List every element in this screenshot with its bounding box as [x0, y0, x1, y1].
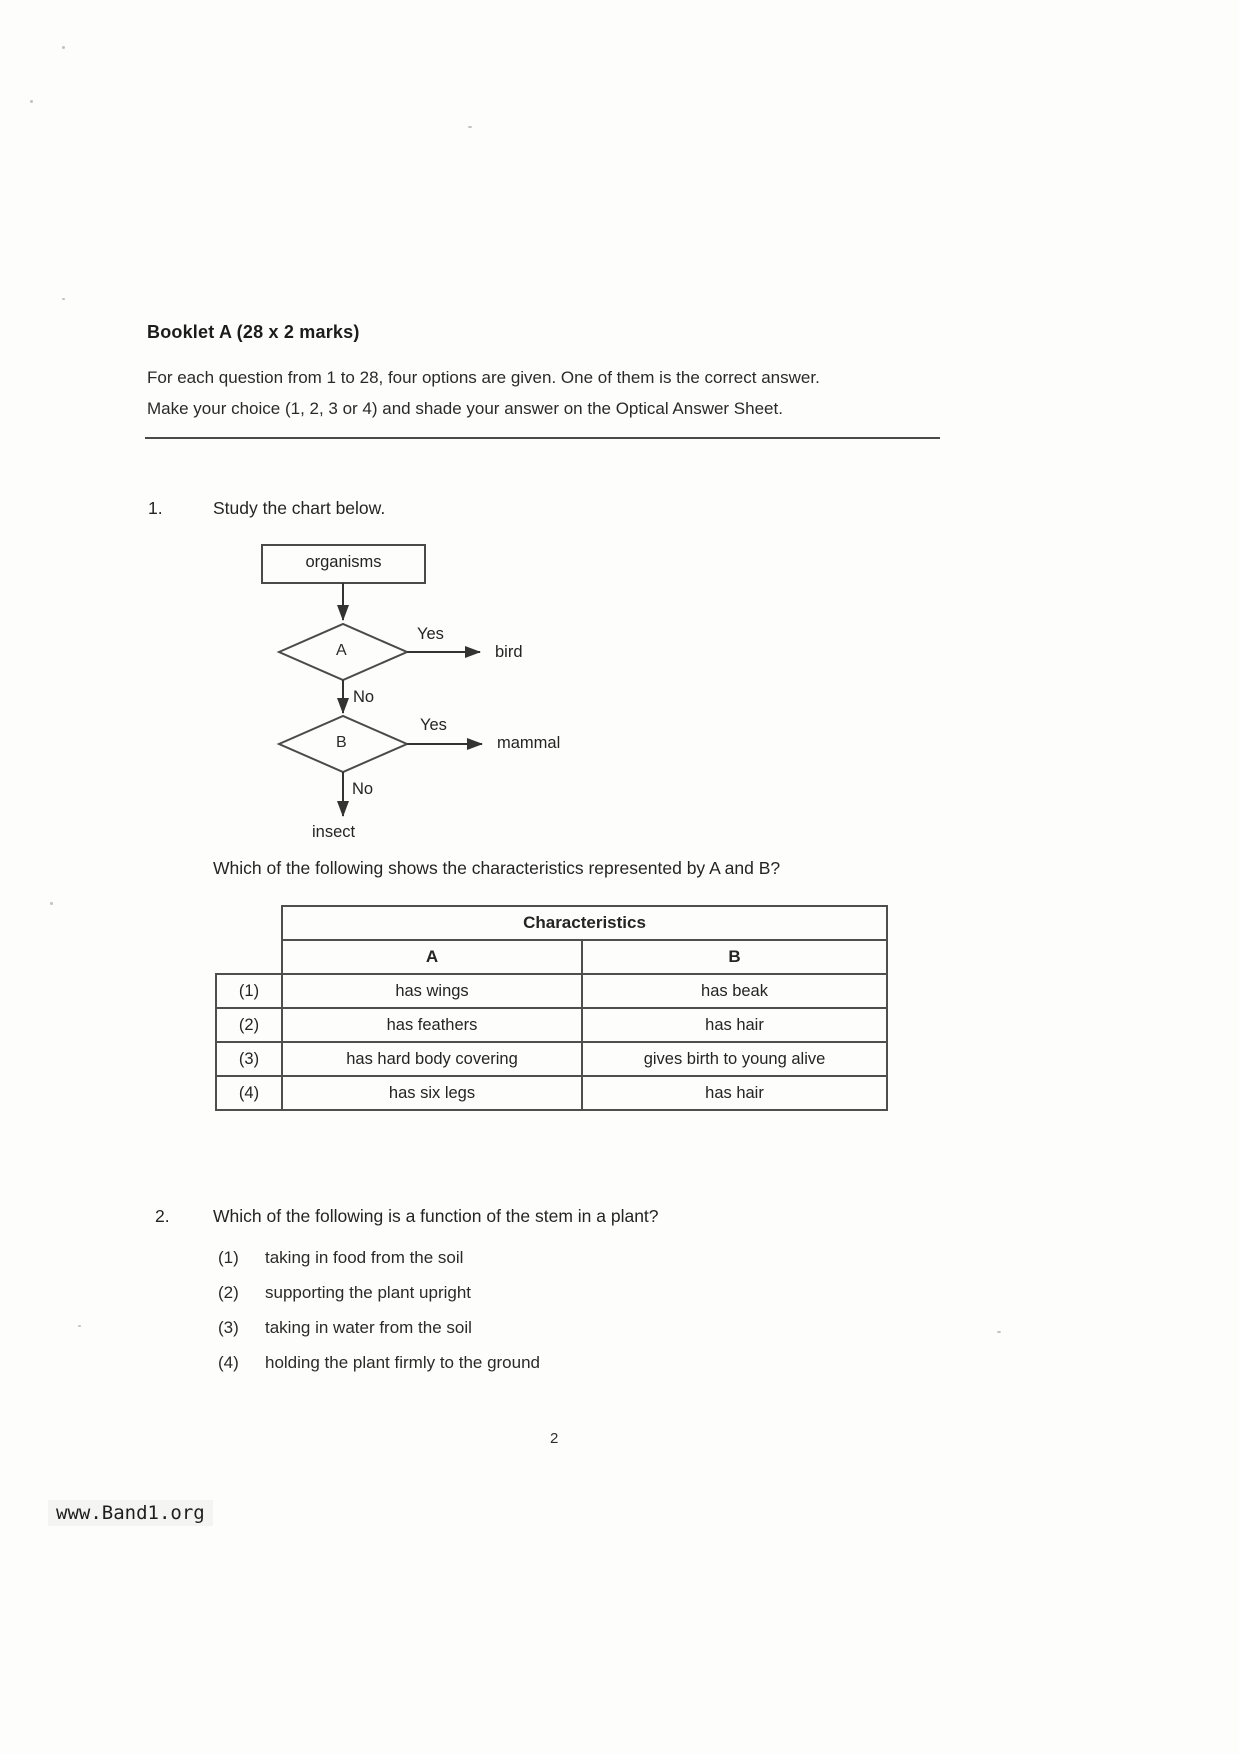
- question1-number: 1.: [148, 498, 163, 518]
- booklet-title: Booklet A (28 x 2 marks): [147, 322, 360, 342]
- row-a-value: has hard body covering: [282, 1042, 582, 1076]
- row-number: (3): [216, 1042, 282, 1076]
- table-row: [216, 1076, 887, 1110]
- question2-option-3: [218, 1318, 472, 1338]
- table-col-b-header: B: [582, 940, 887, 974]
- table-row: [216, 1008, 887, 1042]
- scan-speck: [62, 46, 65, 49]
- flowchart-result-bird: bird: [495, 643, 523, 661]
- row-number: (1): [216, 974, 282, 1008]
- scan-speck: [62, 298, 65, 300]
- table-title: Characteristics: [282, 906, 887, 940]
- question2-option-1: [218, 1248, 463, 1268]
- flowchart-node-a-label: A: [336, 642, 347, 659]
- option-number: (2): [218, 1283, 239, 1302]
- question2-number: 2.: [155, 1206, 170, 1226]
- table-title-row: [216, 906, 887, 940]
- row-b-value: gives birth to young alive: [582, 1042, 887, 1076]
- table-row: [216, 1042, 887, 1076]
- divider-rule: [145, 437, 940, 439]
- instructions: [147, 362, 947, 424]
- question1-sub-prompt: Which of the following shows the characteristics represented by A and B?: [213, 858, 781, 878]
- flowchart-a-no-label: No: [353, 688, 375, 706]
- option-number: (1): [218, 1248, 239, 1267]
- flowchart: [250, 540, 680, 855]
- question2-option-4: [218, 1353, 540, 1373]
- flowchart-a-yes-label: Yes: [417, 625, 444, 643]
- row-number: (2): [216, 1008, 282, 1042]
- option-text: supporting the plant upright: [265, 1283, 472, 1302]
- row-b-value: has hair: [582, 1076, 887, 1110]
- row-number: (4): [216, 1076, 282, 1110]
- scan-speck: [78, 1325, 81, 1327]
- option-text: taking in food from the soil: [265, 1248, 464, 1267]
- option-text: taking in water from the soil: [265, 1318, 472, 1337]
- scan-speck: [468, 126, 472, 128]
- row-a-value: has wings: [282, 974, 582, 1008]
- option-number: (4): [218, 1353, 239, 1372]
- scan-speck: [50, 902, 53, 905]
- table-header-row: [216, 940, 887, 974]
- table-empty-cell: [216, 906, 282, 940]
- row-a-value: has feathers: [282, 1008, 582, 1042]
- question2-prompt: Which of the following is a function of the stem in a plant?: [213, 1206, 659, 1226]
- flowchart-result-insect: insect: [312, 823, 356, 841]
- instructions-line2: Make your choice (1, 2, 3 or 4) and shade your answer on the Optical Answer Sheet.: [147, 399, 783, 418]
- option-text: holding the plant firmly to the ground: [265, 1353, 541, 1372]
- row-b-value: has beak: [582, 974, 887, 1008]
- watermark: www.Band1.org: [48, 1500, 213, 1526]
- scan-speck: [30, 100, 33, 103]
- characteristics-table: [215, 905, 888, 1111]
- table-col-a-header: A: [282, 940, 582, 974]
- flowchart-b-no-label: No: [352, 780, 374, 798]
- row-a-value: has six legs: [282, 1076, 582, 1110]
- table-row: [216, 974, 887, 1008]
- scan-speck: [997, 1331, 1001, 1333]
- instructions-line1: For each question from 1 to 28, four options are given. One of them is the correct answer.: [147, 368, 820, 387]
- page-number: 2: [550, 1430, 559, 1447]
- flowchart-result-mammal: mammal: [497, 734, 561, 752]
- flowchart-b-yes-label: Yes: [420, 716, 447, 734]
- row-b-value: has hair: [582, 1008, 887, 1042]
- flowchart-graphics: [250, 540, 680, 855]
- question2-option-2: [218, 1283, 471, 1303]
- flowchart-node-b-label: B: [336, 734, 347, 751]
- question1-prompt: Study the chart below.: [213, 498, 386, 518]
- table-empty-cell: [216, 940, 282, 974]
- option-number: (3): [218, 1318, 239, 1337]
- flowchart-start-label: organisms: [305, 553, 382, 571]
